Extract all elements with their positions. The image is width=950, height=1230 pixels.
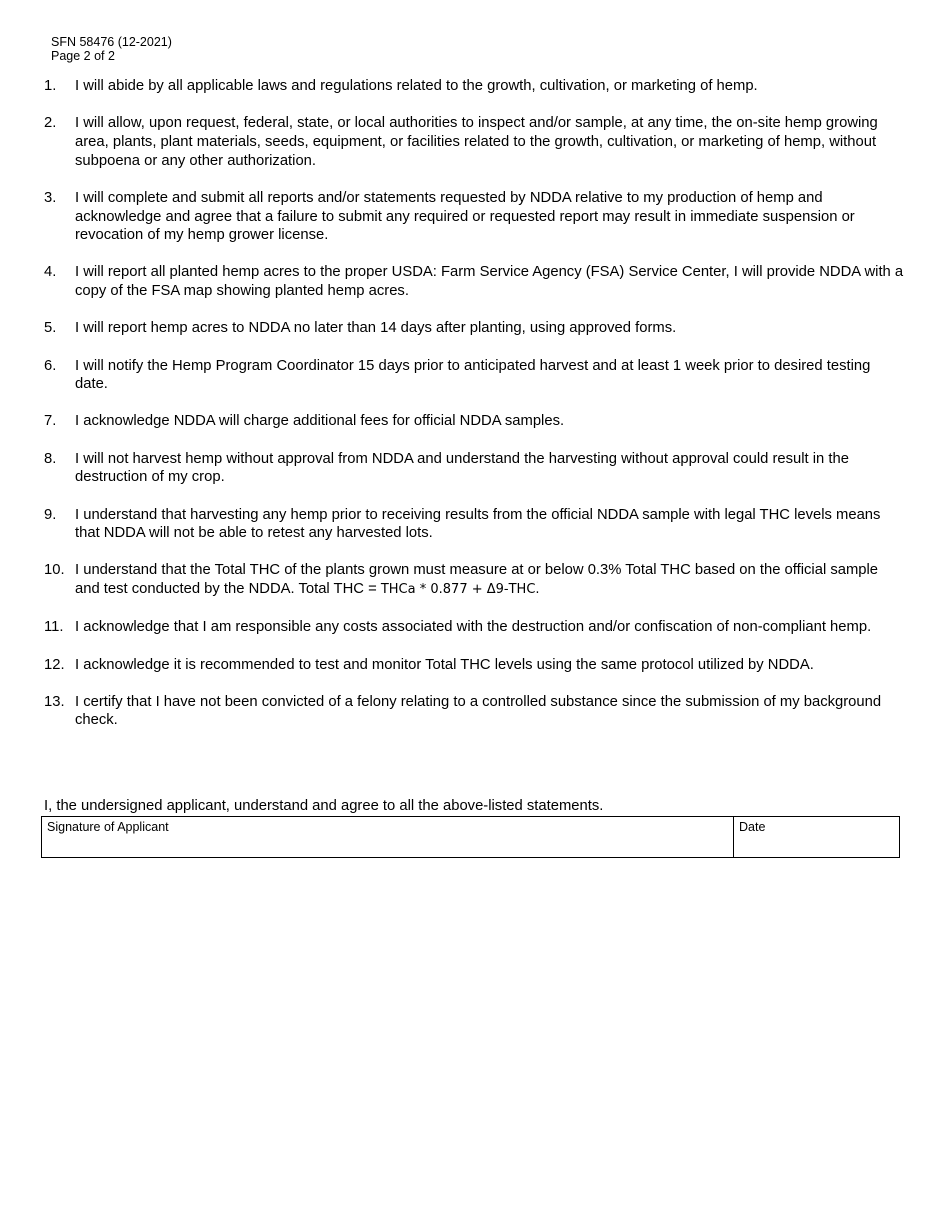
statement-text: I will abide by all applicable laws and regulations related to the growth, cultivation, or marketing of hemp.	[75, 78, 758, 94]
statement-text: I understand that harvesting any hemp prior to receiving results from the official NDDA sample with legal THC levels means that NDDA will not be able to retest any harvested lots.	[75, 506, 881, 542]
statement-item	[44, 189, 904, 245]
date-label: Date	[739, 820, 766, 834]
signature-label: Signature of Applicant	[47, 820, 169, 834]
date-field[interactable]	[734, 817, 899, 857]
statement-item	[44, 561, 904, 599]
statement-text: I understand that the Total THC of the plants grown must measure at or below 0.3% Total THC based on the official sample and test conducted by the NDDA. Total THC =	[75, 562, 879, 598]
statement-item	[44, 263, 904, 300]
statement-text: I will report all planted hemp acres to the proper USDA: Farm Service Agency (FSA) Service Center, I will provide NDDA with a copy of the FSA map showing planted hemp acres.	[75, 264, 904, 300]
statement-item	[44, 450, 904, 487]
statement-text: I will allow, upon request, federal, state, or local authorities to inspect and/or sample, at any time, the on-site hemp growing area, plants, plant materials, seeds, equipment, or facilities related to the growth, cultivation, or marketing of hemp, without subpoena or any other authorization.	[75, 115, 878, 169]
statement-number: 13.	[44, 693, 65, 710]
thc-formula: THCa * 0.877 + Δ9-THC.	[380, 582, 540, 598]
statement-number: 12.	[44, 656, 65, 673]
statement-item	[44, 693, 904, 730]
statement-number: 5.	[44, 320, 57, 337]
statement-number: 7.	[44, 413, 57, 430]
form-header	[51, 35, 172, 63]
statement-number: 3.	[44, 189, 57, 206]
form-number: SFN 58476 (12-2021)	[51, 35, 172, 49]
statement-number: 2.	[44, 115, 57, 132]
statement-text: I certify that I have not been convicted of a felony relating to a controlled substance since the submission of my background check.	[75, 693, 882, 729]
statement-item	[44, 412, 904, 431]
statement-number: 8.	[44, 450, 57, 467]
statement-item	[44, 357, 904, 394]
statement-number: 11.	[44, 619, 64, 636]
statement-text: I acknowledge that I am responsible any costs associated with the destruction and/or confiscation of non-compliant hemp.	[75, 619, 872, 636]
statement-item	[44, 506, 904, 543]
statement-item	[44, 656, 904, 675]
statement-number: 6.	[44, 357, 57, 374]
page-number: Page 2 of 2	[51, 49, 115, 63]
statement-text: I acknowledge it is recommended to test and monitor Total THC levels using the same protocol utilized by NDDA.	[75, 656, 814, 673]
statement-number: 4.	[44, 264, 57, 281]
statement-text: I will notify the Hemp Program Coordinator 15 days prior to anticipated harvest and at least 1 week prior to desired testing date.	[75, 357, 871, 393]
statement-text: I acknowledge NDDA will charge additional fees for official NDDA samples.	[75, 413, 565, 430]
signature-field[interactable]	[42, 817, 734, 857]
statements-list	[44, 77, 904, 749]
statement-item	[44, 319, 904, 338]
statement-number: 9.	[44, 506, 57, 523]
statement-text: I will not harvest hemp without approval from NDDA and understand the harvesting without approval could result in the destruction of my crop.	[75, 450, 849, 486]
signature-table	[41, 816, 900, 858]
agreement-statement: I, the undersigned applicant, understand and agree to all the above-listed statements.	[44, 798, 604, 814]
statement-item	[44, 77, 904, 96]
statement-item	[44, 114, 904, 170]
statement-text: I will complete and submit all reports and/or statements requested by NDDA relative to my production of hemp and acknowledge and agree that a failure to submit any required or requested report may result in immediate suspension or revocation of my hemp grower license.	[75, 189, 855, 244]
statement-number: 10.	[44, 562, 65, 579]
statement-text: I will report hemp acres to NDDA no later than 14 days after planting, using approved forms.	[75, 320, 677, 337]
statement-item	[44, 618, 904, 637]
statement-number: 1.	[44, 78, 57, 94]
